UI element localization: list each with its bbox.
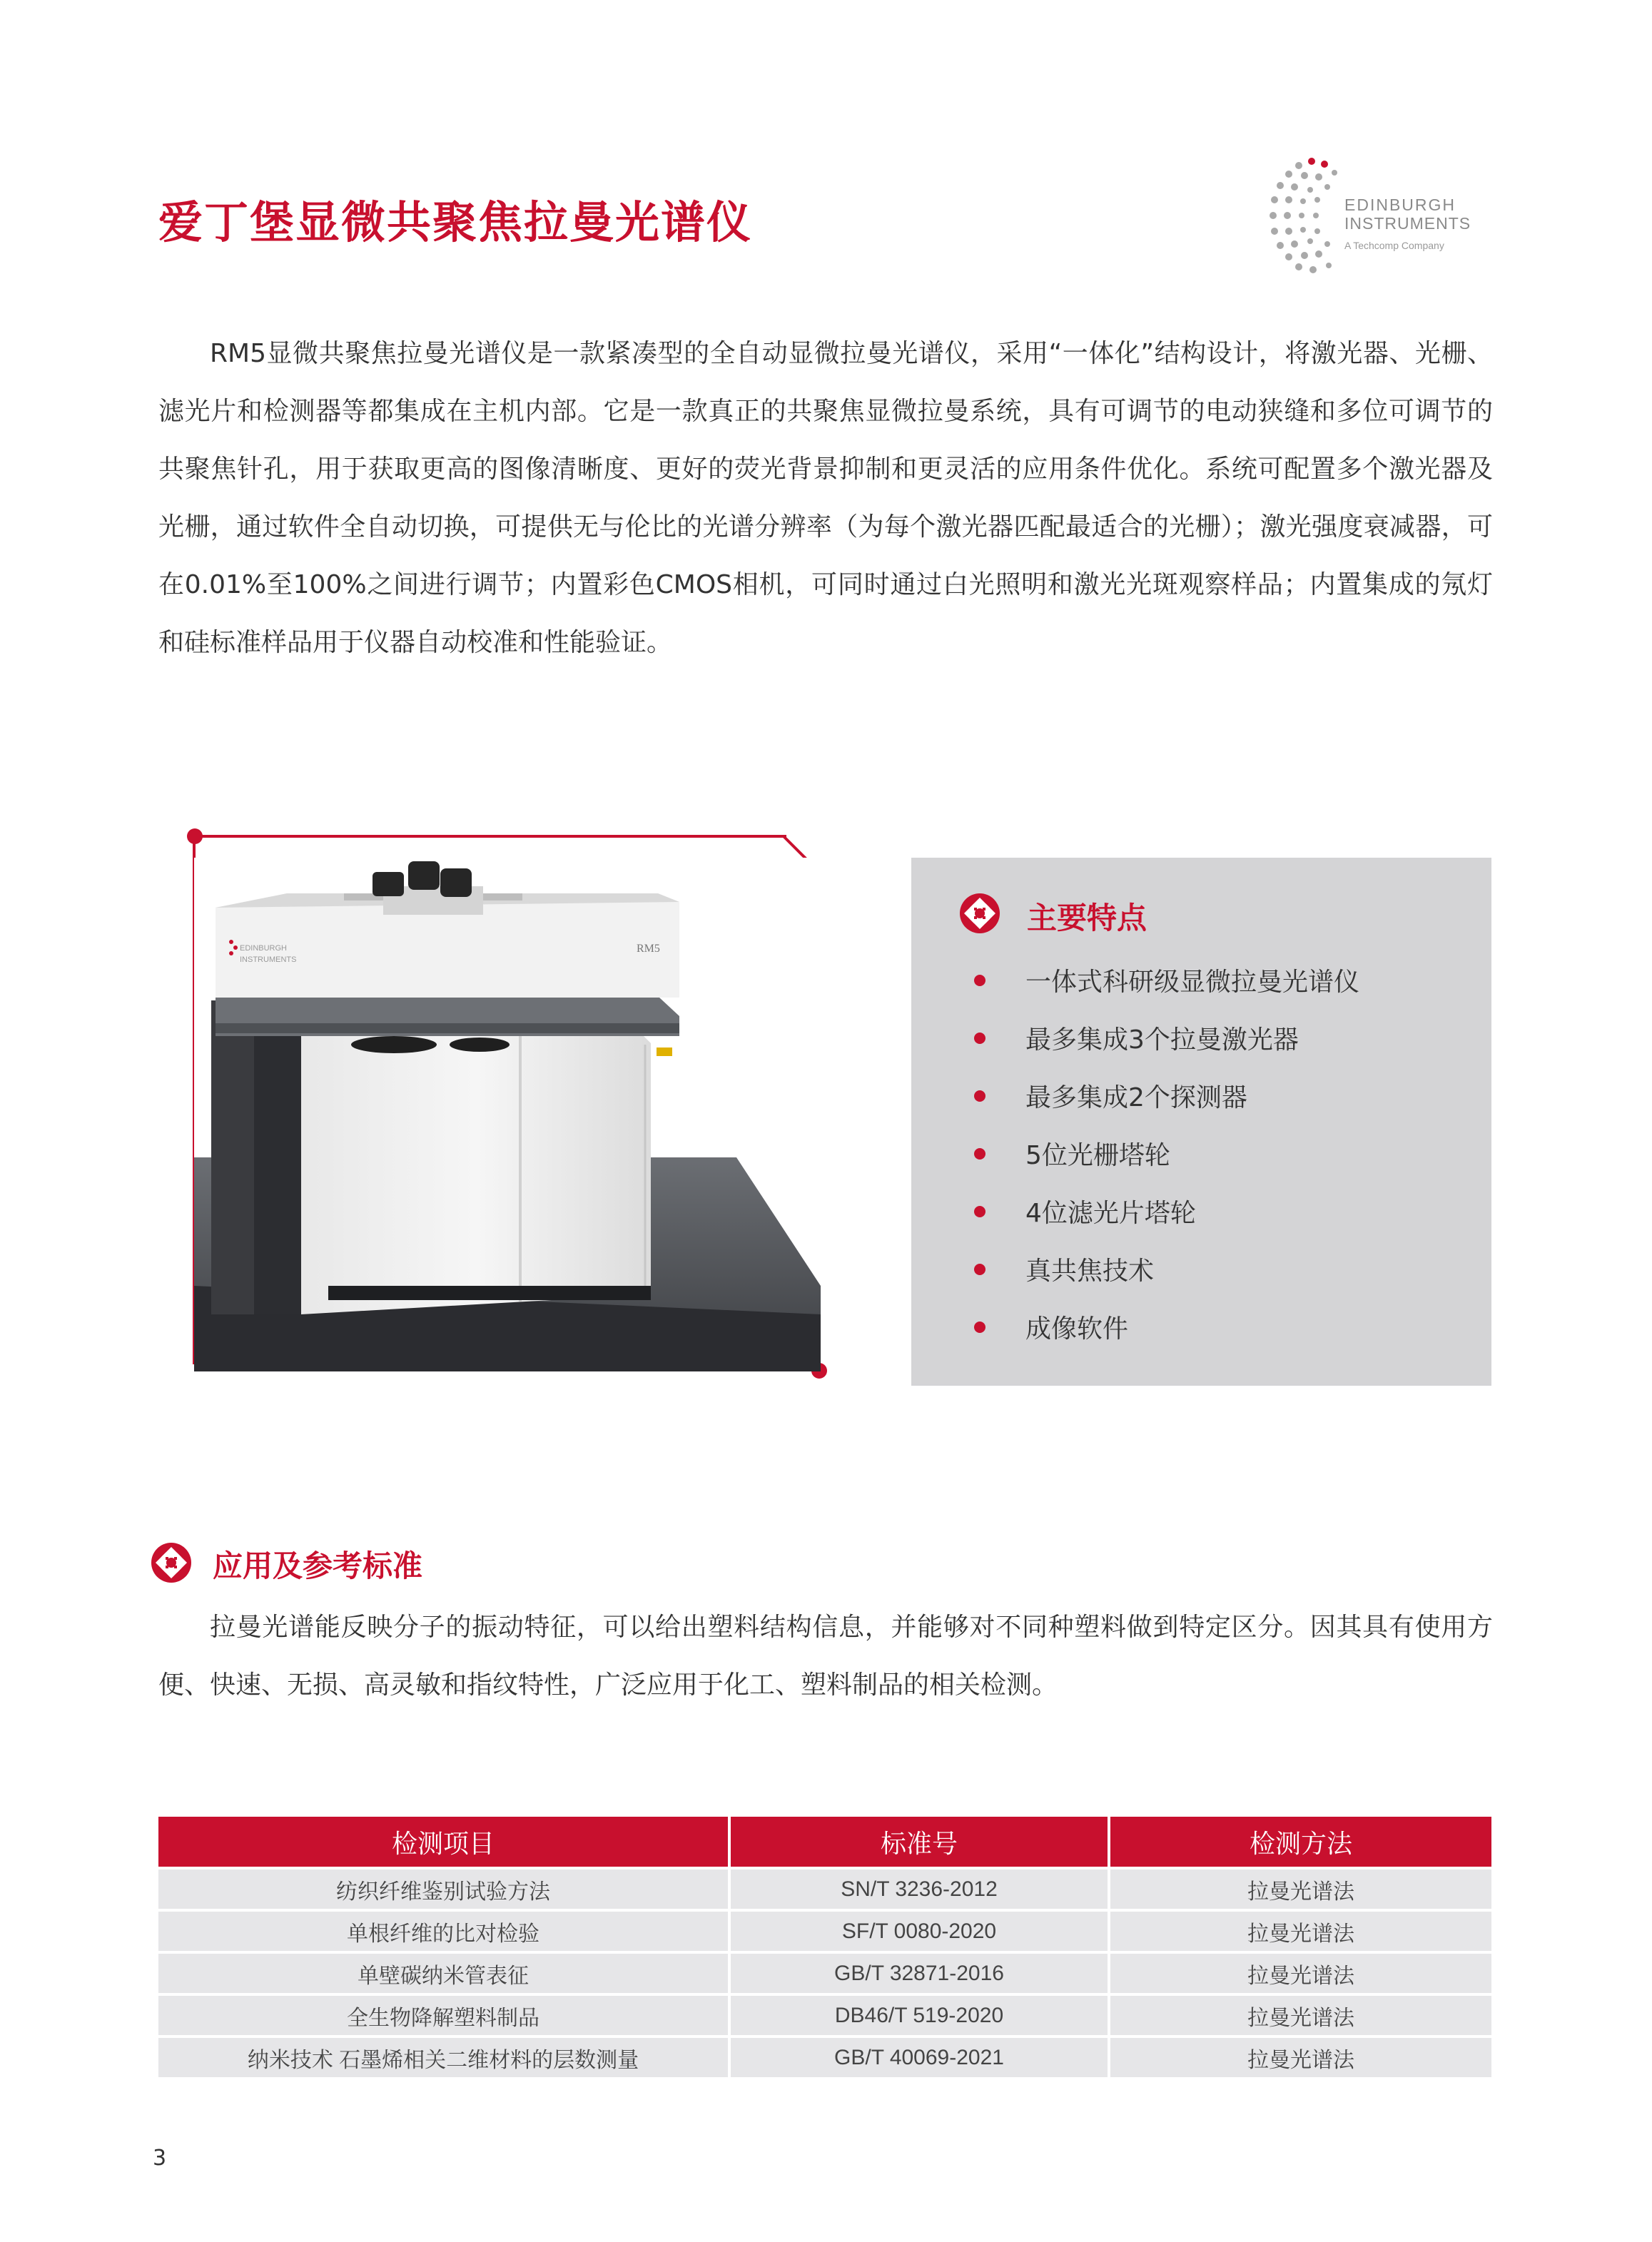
table-cell: DB46/T 519-2020 — [731, 1993, 1110, 2035]
bullet-icon — [974, 1148, 985, 1160]
column-header: 检测方法 — [1110, 1817, 1491, 1867]
feature-item: 成像软件 — [1025, 1314, 1129, 1344]
instrument-model-label: RM5 — [637, 943, 660, 955]
feature-item: 4位滤光片塔轮 — [1025, 1199, 1196, 1228]
logo-text-instruments: INSTRUMENTS — [1344, 214, 1471, 233]
table-cell: 全生物降解塑料制品 — [158, 1993, 731, 2035]
table-header-row — [158, 1817, 1491, 1867]
feature-item: 一体式科研级显微拉曼光谱仪 — [1025, 968, 1360, 997]
feature-item: 最多集成2个探测器 — [1025, 1083, 1247, 1112]
product-photo — [194, 858, 821, 1371]
column-header: 检测项目 — [158, 1817, 731, 1867]
logo-dots-icon — [1267, 156, 1346, 277]
table-cell: 拉曼光谱法 — [1110, 1867, 1491, 1909]
recycle-icon — [150, 1541, 193, 1584]
table-cell: 纳米技术 石墨烯相关二维材料的层数测量 — [158, 2035, 731, 2077]
logo-text-techcomp: A Techcomp Company — [1344, 240, 1444, 251]
table-cell: GB/T 32871-2016 — [731, 1951, 1110, 1993]
bullet-icon — [974, 1033, 985, 1044]
table-cell: 纺织纤维鉴别试验方法 — [158, 1867, 731, 1909]
table-row — [158, 1951, 1491, 1993]
table-cell: 拉曼光谱法 — [1110, 2035, 1491, 2077]
edinburgh-logo — [1267, 156, 1496, 277]
features-panel — [911, 858, 1491, 1386]
frame-dot-top-left — [187, 828, 203, 844]
bullet-icon — [974, 1322, 985, 1333]
applications-paragraph: 拉曼光谱能反映分子的振动特征，可以给出塑料结构信息，并能够对不同种塑料做到特定区分。因其具有使用方便、快速、无损、高灵敏和指纹特性，广泛应用于化工、塑料制品的相关检测。 — [158, 1613, 1493, 1700]
bullet-icon — [974, 1264, 985, 1275]
table-row — [158, 1909, 1491, 1951]
column-header: 标准号 — [731, 1817, 1110, 1867]
applications-title: 应用及参考标准 — [213, 1548, 423, 1583]
table-cell: 单壁碳纳米管表征 — [158, 1951, 731, 1993]
intro-paragraph: RM5显微共聚焦拉曼光谱仪是一款紧凑型的全自动显微拉曼光谱仪，采用“一体化”结构设计，将激光器、光栅、滤光片和检测器等都集成在主机内部。它是一款真正的共聚焦显微拉曼系统，具有可调节的电动狭缝和多位可调节的共聚焦针孔，用于获取更高的图像清晰度、更好的荧光背景抑制和更灵活的应用条件优化。系统可配置多个激光器及光栅，通过软件全自动切换，可提供无与伦比的光谱分辨率（为每个激光器匹配最适合的光栅）；激光强度衰减器，可在0.01%至100%之间进行调节；内置彩色CMOS相机，可同时通过白光照明和激光光斑观察样品；内置集成的氖灯和硅标准样品用于仪器自动校准和性能验证。 — [158, 339, 1493, 657]
features-title: 主要特点 — [1027, 901, 1147, 935]
page-number: 3 — [153, 2146, 167, 2171]
logo-text-edinburgh: EDINBURGH — [1344, 196, 1456, 214]
instrument-brand-label-2: INSTRUMENTS — [240, 955, 297, 964]
recycle-icon — [958, 892, 1001, 935]
frame-line-top — [193, 835, 786, 838]
bullet-icon — [974, 975, 985, 986]
table-cell: SN/T 3236-2012 — [731, 1867, 1110, 1909]
table-row — [158, 1993, 1491, 2035]
page-title: 爱丁堡显微共聚焦拉曼光谱仪 — [158, 196, 753, 248]
feature-item: 真共焦技术 — [1025, 1257, 1155, 1286]
table-row — [158, 1867, 1491, 1909]
table-cell: SF/T 0080-2020 — [731, 1909, 1110, 1951]
feature-item: 最多集成3个拉曼激光器 — [1025, 1025, 1299, 1055]
table-cell: 拉曼光谱法 — [1110, 1951, 1491, 1993]
table-cell: 拉曼光谱法 — [1110, 1993, 1491, 2035]
bullet-icon — [974, 1090, 985, 1102]
table-cell: 单根纤维的比对检验 — [158, 1909, 731, 1951]
standards-table — [158, 1817, 1491, 2077]
bullet-icon — [974, 1206, 985, 1217]
table-cell: GB/T 40069-2021 — [731, 2035, 1110, 2077]
instrument-brand-label: EDINBURGH — [240, 944, 288, 953]
rm5-instrument-image — [194, 858, 821, 1371]
table-row — [158, 2035, 1491, 2077]
feature-item: 5位光栅塔轮 — [1025, 1141, 1170, 1170]
table-cell: 拉曼光谱法 — [1110, 1909, 1491, 1951]
